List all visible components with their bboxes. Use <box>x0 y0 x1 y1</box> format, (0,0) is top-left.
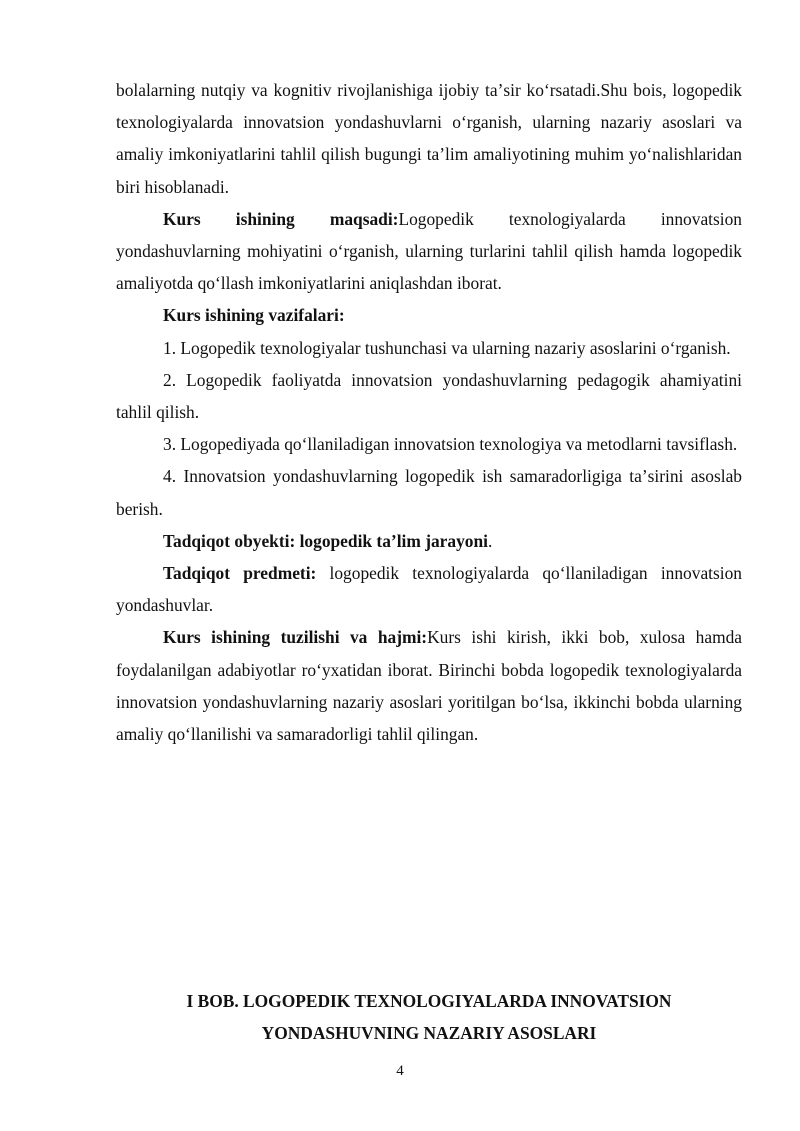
task-item-3: 3. Logopediyada qoʻllaniladigan innovatsion texnologiya va metodlarni tavsiflash. <box>163 434 738 455</box>
subject-label: Tadqiqot predmeti: <box>163 563 317 584</box>
body-text <box>116 74 742 750</box>
chapter-heading <box>116 985 742 1049</box>
task-item-1: 1. Logopedik texnologiyalar tushunchasi va ularning nazariy asoslarini oʻrganish. <box>163 337 731 358</box>
chapter-heading-line1: I BOB. LOGOPEDIK TEXNOLOGIYALARDA INNOVATSION <box>186 991 672 1011</box>
subject-text: logopedik texnologiyalarda qoʻllaniladigan innovatsion yondashuvlar. <box>116 563 742 616</box>
page-number: 4 <box>396 1063 404 1079</box>
tasks-heading: Kurs ishining vazifalari: <box>163 305 345 326</box>
structure-text: Kurs ishi kirish, ikki bob, xulosa hamda foydalanilgan adabiyotlar roʻyxatidan iborat. Birinchi bobda logopedik texnologiyalarda innovatsion yondashuvlarning nazariy asoslari yoritilgan boʻlsa, ikkinchi bobda ularning amaliy qoʻllanilishi va samaradorligi tahlil qilingan. <box>116 627 743 745</box>
goal-paragraph <box>116 203 742 300</box>
subject-paragraph <box>116 557 742 621</box>
intro-paragraph: bolalarning nutqiy va kognitiv rivojlanishiga ijobiy taʼsir koʻrsatadi.Shu bois, logopedik texnologiyalarda innovatsion yondashuvlarni oʻrganish, ularning nazariy asoslari va amaliy imkoniyatlarini tahlil qilish bugungi taʼlim amaliyotining muhim yoʻnalishlaridan biri hisoblanadi. <box>116 80 742 197</box>
goal-label: Kurs ishining maqsadi: <box>163 208 399 229</box>
task-item-4: 4. Innovatsion yondashuvlarning logopedik ish samaradorligiga taʼsirini asoslab berish. <box>116 466 742 519</box>
structure-label: Kurs ishining tuzilishi va hajmi: <box>163 627 428 648</box>
chapter-heading-line2: YONDASHUVNING NAZARIY ASOSLARI <box>261 1023 597 1044</box>
goal-text: Logopedik texnologiyalarda innovatsion yondashuvlarning mohiyatini oʻrganish, ularning turlarini tahlil qilish hamda logopedik amaliyotda qoʻllash imkoniyatlarini aniqlashdan iborat. <box>116 208 742 294</box>
object-label: Tadqiqot obyekti: logopedik taʼlim jarayoni <box>163 530 488 551</box>
structure-paragraph <box>116 621 742 750</box>
object-paragraph: Tadqiqot obyekti: logopedik taʼlim jarayoni. <box>163 530 493 551</box>
task-item-2: 2. Logopedik faoliyatda innovatsion yondashuvlarning pedagogik ahamiyatini tahlil qilish. <box>116 369 742 423</box>
